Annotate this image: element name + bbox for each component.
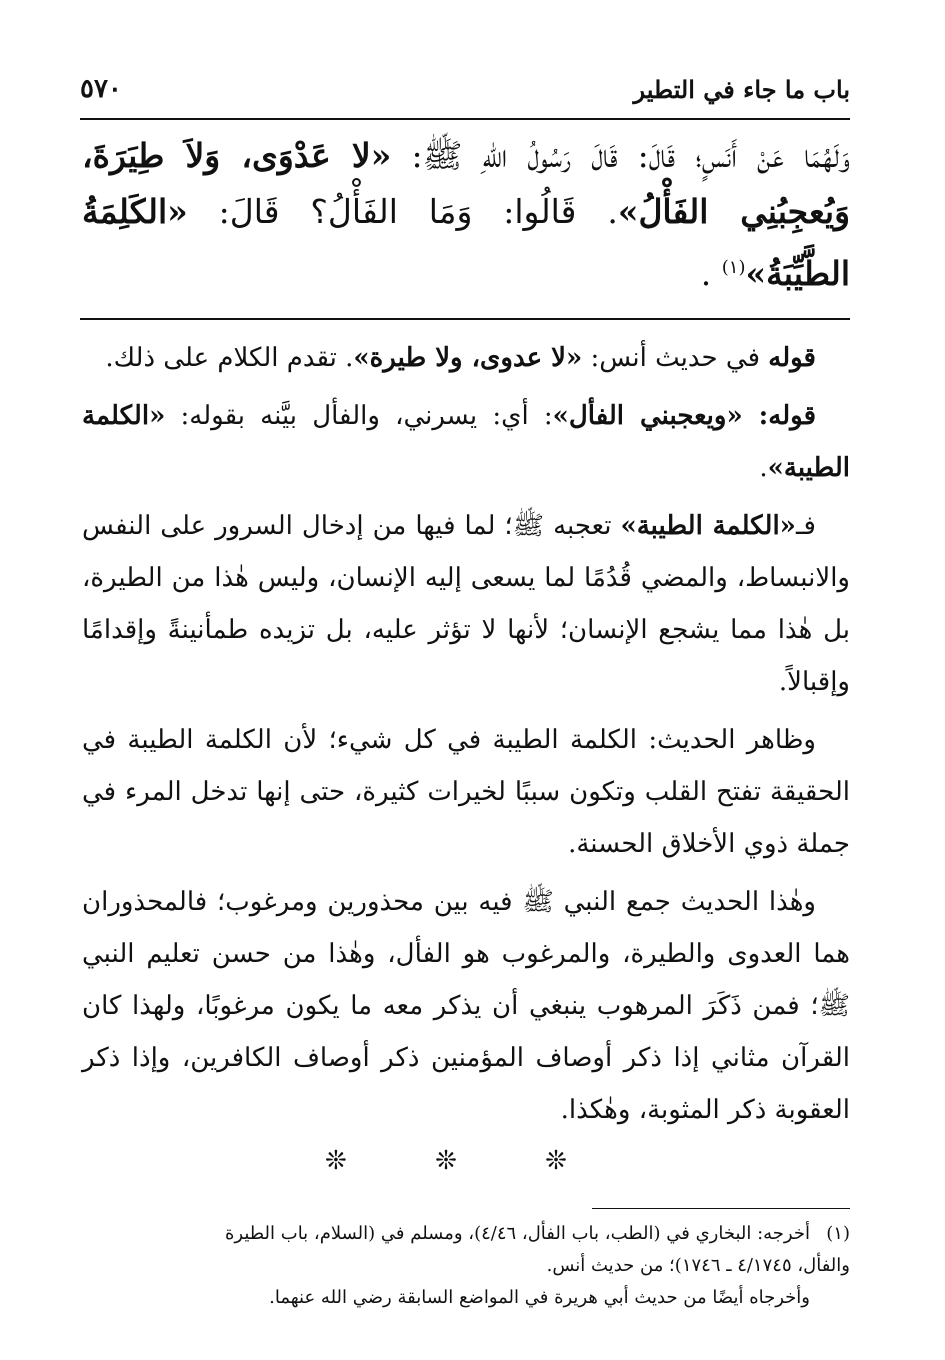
quote-span: «الكلمة الطيبة» xyxy=(82,401,850,483)
keyword-qawluhu: قوله xyxy=(768,343,816,373)
footnotes xyxy=(82,1218,850,1314)
hadith-rule xyxy=(80,318,850,320)
commentary-paragraph-5: وهٰذا الحديث جمع النبي ﷺ فيه بين محذورين ومرغوب؛ فالمحذوران هما العدوى والطيرة، والمرغوب هو الفأل، وهٰذا من حسن تعليم النبي ﷺ؛ فمن ذَكَرَ المرهوب ينبغي أن يذكر معه ما يكون مرغوبًا، ولهذا كان القرآن مثاني إذا ذكر أوصاف المؤمنين ذكر أوصاف الكافرين، وإذا ذكر العقوبة ذكر المثوبة، وهٰكذا. xyxy=(82,887,850,1125)
commentary-paragraph-1 xyxy=(82,332,850,384)
page-number: ٥٧٠ xyxy=(80,74,122,104)
hadith-mid: . قَالُوا: وَمَا الفَأْلُ؟ قَالَ: xyxy=(187,192,618,231)
header-rule xyxy=(80,118,850,120)
quote-span: «لا عدوى، ولا طيرة» xyxy=(353,343,583,373)
text-span: فـ xyxy=(795,511,816,541)
text-span: : أي: يسرني، والفأل بيَّنه بقوله: xyxy=(165,401,553,431)
footnote-line-2: والفأل، ٤/١٧٤٥ ـ ١٧٤٦)؛ من حديث أنس. xyxy=(546,1255,850,1276)
hadith-end: . xyxy=(700,254,722,293)
hadith-text xyxy=(82,128,850,302)
hadith-lead: وَلَهُمَا عَنْ أَنَسٍ؛ قَالَ: قَالَ رَسُولُ اللهِ ﷺ: xyxy=(391,136,850,175)
commentary-paragraph-4: وظاهر الحديث: الكلمة الطيبة في كل شيء؛ لأن الكلمة الطيبة في الحقيقة تفتح القلب وتكون سببًا لخيرات كثيرة، حتى إنها تدخل المرء في جملة ذوي الأخلاق الحسنة. xyxy=(82,725,850,859)
page-header xyxy=(80,60,850,104)
footnote-ref: (١) xyxy=(721,257,746,278)
hadith-quote-1: «لا عَدْوَى، وَلاَ طِيَرَةَ، وَيُعجِبُنِي الفَأْلُ» xyxy=(82,136,850,231)
text-span: . تقدم الكلام على ذلك. xyxy=(105,343,354,373)
footnote-line-3: وأخرجاه أيضًا من حديث أبي هريرة في المواضع السابقة رضي الله عنهما. xyxy=(269,1287,810,1308)
commentary-paragraph-2 xyxy=(82,390,850,494)
footnote-line-1 xyxy=(82,1218,850,1250)
running-title: باب ما جاء في التطير xyxy=(633,75,850,104)
commentary xyxy=(82,332,850,1142)
footnote-number: (١) xyxy=(826,1223,850,1244)
text-span: تعجبه ﷺ؛ لما فيها من إدخال السرور على النفس والانبساط، والمضي قُدُمًا لما يسعى إليه الإنسان، وليس هٰذا من الطيرة، بل هٰذا مما يشجع الإنسان؛ لأنها لا تؤثر عليه، بل تزيده طمأنينةً وإقدامًا وإقبالاً. xyxy=(82,511,850,697)
keyword-qawluhu: قوله: «ويعجبني الفأل» xyxy=(552,401,817,431)
footnote-text: أخرجه: البخاري في (الطب، باب الفأل، ٤/٤٦)، ومسلم في (السلام، باب الطيرة xyxy=(224,1223,810,1244)
text-span: . xyxy=(759,453,768,483)
footnote-rule xyxy=(592,1208,850,1209)
commentary-paragraph-3 xyxy=(82,500,850,708)
quote-span: «الكلمة الطيبة» xyxy=(620,511,796,541)
hadith-quote-2: «الكَلِمَةُ الطَّيِّبَةُ» xyxy=(82,192,850,293)
text-span: في حديث أنس: xyxy=(582,343,769,373)
section-separator: ❊ ❊ ❊ xyxy=(325,1146,607,1176)
